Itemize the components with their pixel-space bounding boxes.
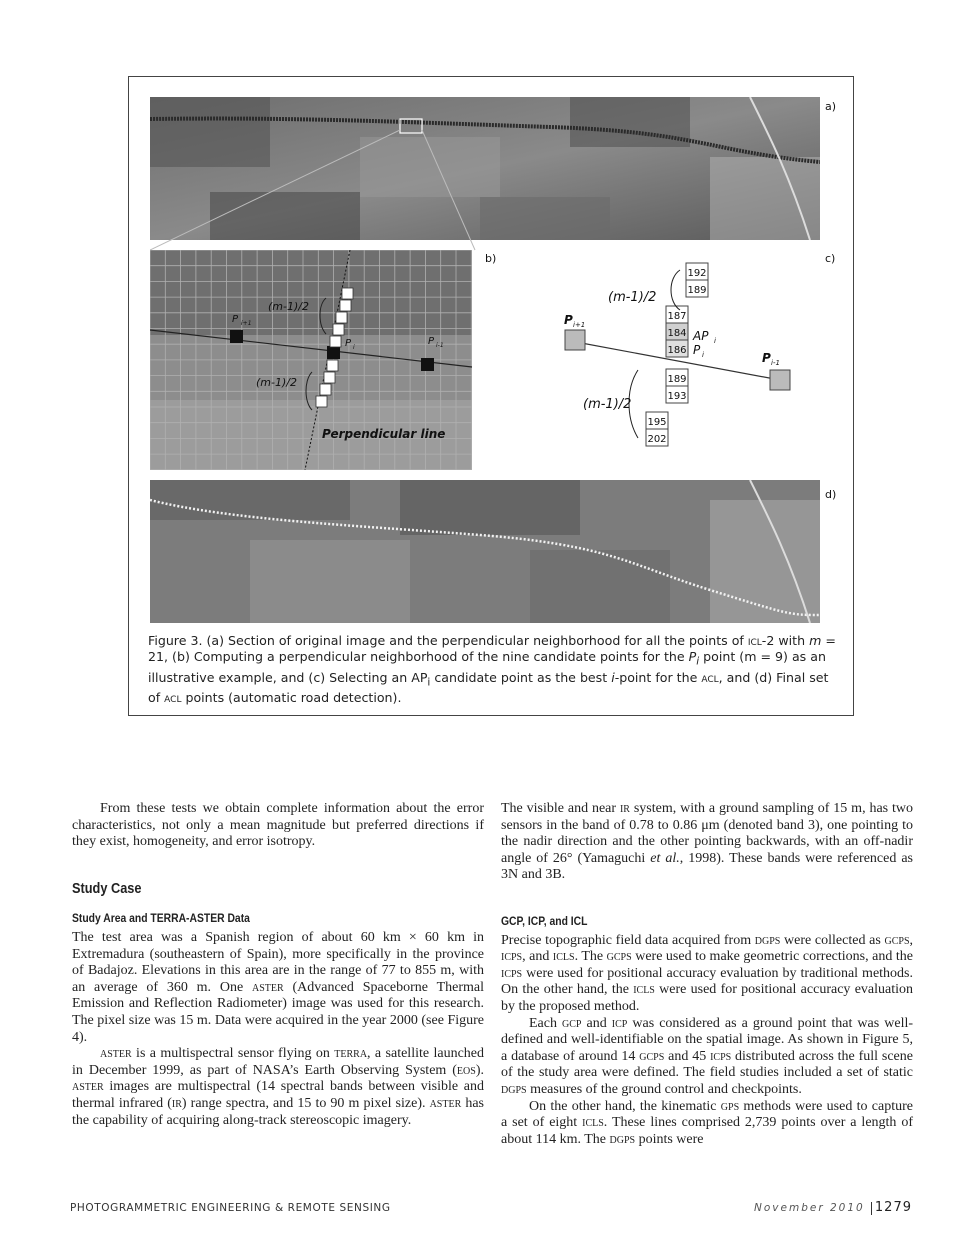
panel-label-c: c) bbox=[825, 252, 836, 265]
svg-text:i-1: i-1 bbox=[771, 359, 780, 367]
panel-b-p-next: P bbox=[232, 314, 239, 325]
panel-c-p-i: P bbox=[693, 343, 701, 357]
svg-text:i+1: i+1 bbox=[573, 321, 586, 329]
panel-b-m1-upper: (m-1)/2 bbox=[268, 300, 309, 313]
journal-name: PHOTOGRAMMETRIC ENGINEERING & REMOTE SENSING bbox=[70, 1202, 391, 1214]
panel-b-grid-svg bbox=[150, 250, 472, 470]
paragraph: The visible and near ir system, with a ground sampling of 15 m, has two sensors in the band of 0.78 to 0.86 μm (denoted band 3), one pointing to the nadir direction and the other pointing backwards, with an off-nadir angle of 26° (Yamaguchi et al., 1998). These bands were referenced as 3N and 3B. bbox=[501, 801, 914, 883]
paragraph: aster is a multispectral sensor flying on terra, a satellite launched in December 1999, as part of NASA’s Earth Observing System (eos). aster images are multispectral (14 spectral bands between visible and thermal infrared (ir) range spectra, and 15 to 90 m pixel size). aster has the capability of acquiring along-track stereoscopic imagery. bbox=[72, 1046, 484, 1128]
panel-label-d: d) bbox=[825, 488, 837, 501]
panel-c-cell: 193 bbox=[667, 391, 687, 402]
page-footer-right bbox=[754, 1200, 912, 1215]
zoom-connector-lines bbox=[150, 120, 480, 252]
panel-c-svg bbox=[540, 258, 830, 458]
paragraph: Precise topographic field data acquired from dgps were collected as gcps, icps, and icls. The gcps were used to make geometric corrections, and the icps were used for positional accuracy evaluation by traditional methods. On the other hand, the icls were used for positional accuracy evaluation by the proposed method. bbox=[501, 932, 914, 1014]
svg-text:i: i bbox=[702, 351, 704, 359]
panel-label-b: b) bbox=[485, 252, 497, 265]
svg-text:i: i bbox=[714, 337, 716, 345]
page-number: 1279 bbox=[874, 1200, 912, 1215]
issue-date: November 2010 bbox=[754, 1202, 865, 1214]
paragraph: From these tests we obtain complete information about the error characteristics, not only a mean magnitude but preferred directions if they exist, homogeneity, and error isotropy. bbox=[72, 801, 484, 850]
panel-c-cell: 195 bbox=[647, 417, 667, 428]
panel-label-a: a) bbox=[825, 100, 837, 113]
svg-text:i: i bbox=[353, 344, 355, 351]
panel-c-cell: 202 bbox=[647, 434, 667, 445]
panel-b-m1-lower: (m-1)/2 bbox=[256, 376, 297, 389]
left-column bbox=[72, 801, 484, 1129]
paragraph: Each gcp and icp was considered as a ground point that was well-defined and well-identifiable on the spatial image. As shown in Figure 5, a database of around 14 gcps and 45 icps distributed across the full scene of the study area were defined. The field studies included a set of static dgps measures of the ground control and checkpoints. bbox=[501, 1015, 914, 1097]
paragraph: On the other hand, the kinematic gps methods were used to capture a set of eight icls. These lines comprised 2,739 points over a length of about 114 km. The dgps points were bbox=[501, 1098, 914, 1147]
right-column bbox=[501, 801, 913, 1148]
panel-c-cell: 189 bbox=[667, 374, 687, 385]
panel-b-perpendicular-grid bbox=[150, 250, 472, 470]
panel-d-satellite-image bbox=[150, 480, 820, 623]
panel-b-p-prev: P bbox=[428, 336, 435, 347]
panel-b-perpendicular-line-label: Perpendicular line bbox=[322, 427, 446, 441]
panel-c-cell: 192 bbox=[687, 268, 707, 279]
svg-text:i+1: i+1 bbox=[241, 320, 252, 327]
panel-c-cell: 187 bbox=[667, 311, 687, 322]
panel-c-ap: AP bbox=[693, 329, 709, 343]
panel-c-cell: 184 bbox=[667, 328, 687, 339]
subheading-study-area: Study Area and TERRA-ASTER Data bbox=[72, 913, 250, 926]
subheading-gcp-icp-icl: GCP, ICP, and ICL bbox=[501, 915, 588, 928]
svg-text:i-1: i-1 bbox=[436, 342, 444, 349]
panel-c-cell: 189 bbox=[687, 285, 707, 296]
panel-c-candidate-diagram bbox=[540, 258, 830, 458]
section-heading-study-case: Study Case bbox=[72, 880, 142, 897]
panel-c-p-prev: P bbox=[762, 351, 771, 365]
panel-b-p-i: P bbox=[345, 338, 352, 349]
panel-c-m1-lower: (m-1)/2 bbox=[583, 397, 632, 412]
panel-c-m1-upper: (m-1)/2 bbox=[608, 290, 657, 305]
paragraph: The test area was a Spanish region of about 60 km × 60 km in Extremadura (southeastern of Spain), more specifically in the province of Badajoz. Elevations in this area are in the range of 77 to 855 m, with an average of 360 m. One aster (Advanced Spaceborne Thermal Emission and Reflection Radiometer) image was used for this research. The pixel size was 15 m. Data were acquired in the year 2000 (see Figure 4). bbox=[72, 929, 485, 1045]
figure-caption: Figure 3. (a) Section of original image and the perpendicular neighborhood for all the points of icl-2 with m = 21, (b) Computing a perpendicular neighborhood of the nine candidate points for the $P_i$ point (m = 9) as an illustrative example, and (c) Selecting an $AP_i$ candidate point as the best i-point for the acl, and (d) Final set of acl points (automatic road detection). bbox=[148, 633, 836, 706]
panel-c-p-next: P bbox=[564, 313, 573, 327]
panel-d-image bbox=[150, 480, 820, 623]
panel-c-cell: 186 bbox=[667, 345, 687, 356]
